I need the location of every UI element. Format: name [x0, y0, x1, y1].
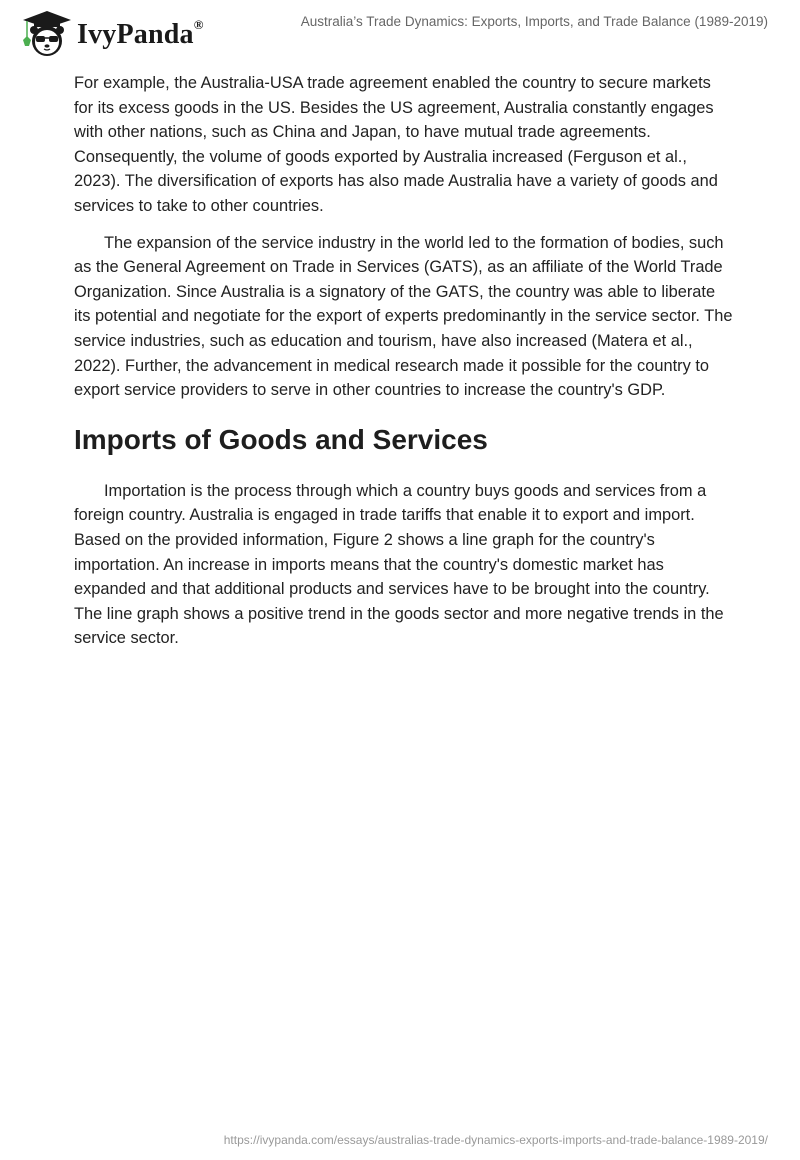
panda-graduate-icon [17, 8, 73, 58]
document-title: Australia’s Trade Dynamics: Exports, Imports, and Trade Balance (1989-2019) [300, 14, 768, 29]
brand-name: IvyPanda® [77, 17, 204, 50]
paragraph: The expansion of the service industry in the world led to the formation of bodies, such as the General Agreement on Trade in Services (GATS), as an affiliate of the World Trade Organization. Since Australia is a signatory of the GATS, the country was able to liberate its potential and negotiate for the export of experts predominantly in the service sector. The service industries, such as education and tourism, have also increased (Matera et al., 2022). Further, the advancement in medical research made it possible for the country to export service providers to serve in other countries to increase the country's GDP. [74, 233, 733, 400]
paragraph: For example, the Australia-USA trade agreement enabled the country to secure markets for its excess goods in the US. Besides the US agreement, Australia constantly engages with other nations, such as China and Japan, to have mutual trade agreements. Consequently, the volume of goods exported by Australia increased (Ferguson et al., 2023). The diversification of exports has also made Australia have a variety of goods and services to take to other countries. [74, 74, 718, 215]
page-header [0, 0, 800, 60]
section-heading: Imports of Goods and Services [74, 423, 488, 455]
paragraph: Importation is the process through which a country buys goods and services from a foreign country. Australia is engaged in trade tariffs that enable it to export and import. Based on the provided information, Figure 2 shows a line graph for the country's importation. An increase in imports means that the country's domestic market has expanded and that additional products and services have to be brought into the country. The line graph shows a positive trend in the goods sector and more negative trends in the service sector. [74, 481, 724, 648]
article-body [74, 71, 734, 651]
source-url[interactable]: https://ivypanda.com/essays/australias-trade-dynamics-exports-imports-and-trade-balance-1989-2019/ [223, 1133, 768, 1147]
ivypanda-logo[interactable] [17, 8, 204, 58]
